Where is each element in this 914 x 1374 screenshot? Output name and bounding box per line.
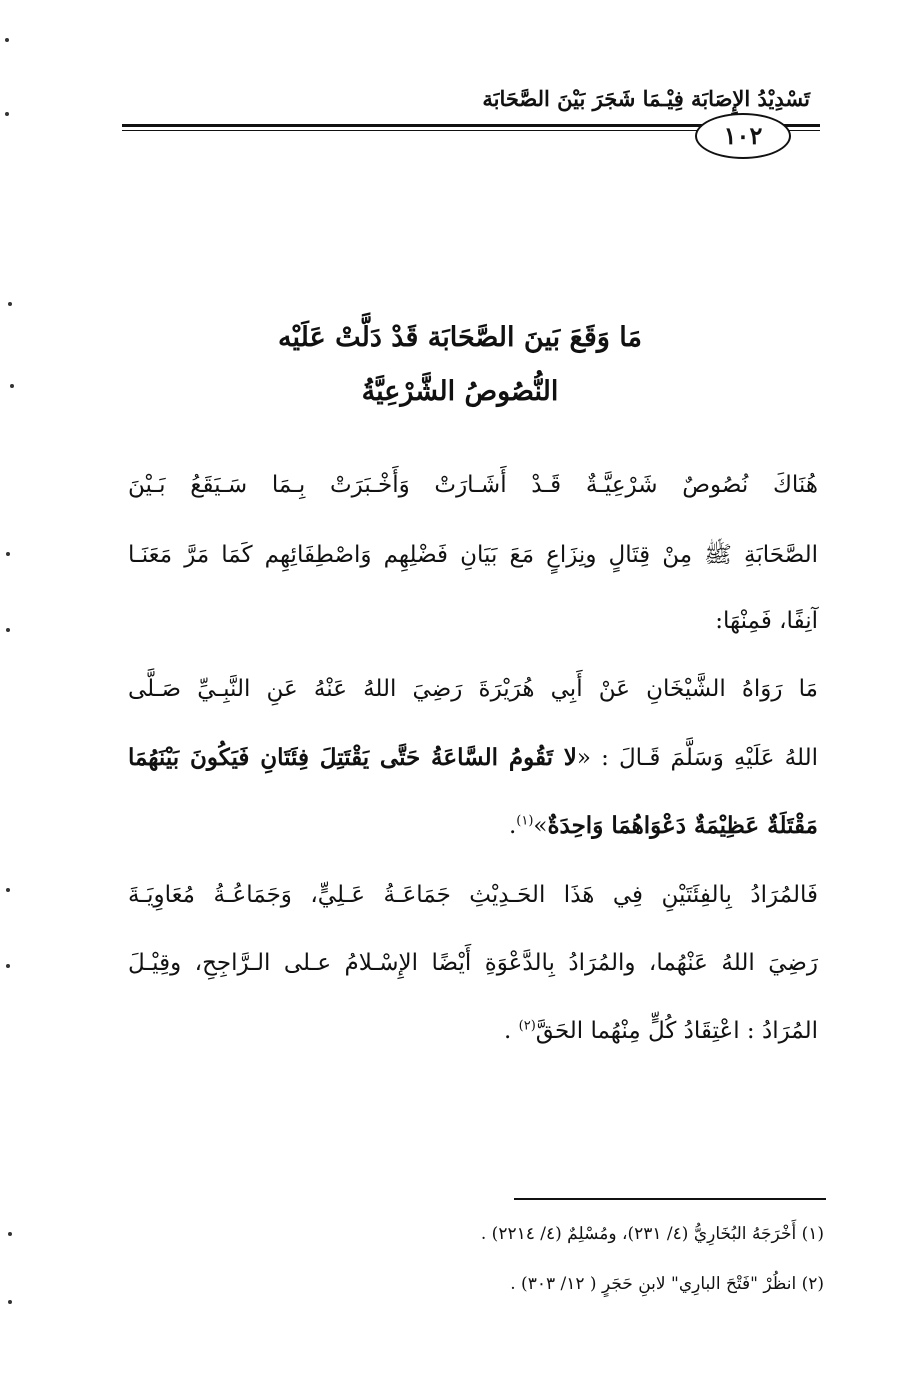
page-number: ١٠٢	[695, 113, 791, 159]
paragraph1-line2: الصَّحَابَةِ ﷺ مِنْ قِتَالٍ ونِزَاعٍ مَعَ بَيَانِ فَضْلِهِم وَاصْطِفَائِهِم كَمَا مَرَّ مَعَنَـا	[128, 542, 818, 568]
paragraph3-end: .	[504, 1018, 519, 1044]
paragraph1-line1: هُنَاكَ نُصُوصٌ شَرْعِيَّـةٌ قَـدْ أَشَـارَتْ وَأَخْـبَرَتْ بِـمَا سَـيَقَعُ بَـيْنَ	[128, 472, 818, 498]
scan-mark	[8, 1232, 12, 1236]
paragraph3-line2: رَضِيَ اللهُ عَنْهُما، والمُرَادُ بِالدَّعْوَةِ أَيْضًا الإِسْـلامُ عـلى الـرَّاجِحِ، وقِيْـلَ	[128, 950, 818, 976]
scan-mark	[6, 964, 10, 968]
hadith-text-part1: لا تَقُومُ السَّاعَةُ حَتَّى يَقْتَتِلَ فِئَتَانِ فَيَكُونَ بَيْنَهُمَا	[128, 744, 577, 771]
scan-mark	[10, 384, 14, 388]
scan-mark	[6, 888, 10, 892]
section-heading-line1: مَا وَقَعَ بَينَ الصَّحَابَة قَدْ دَلَّتْ عَلَيْه	[278, 322, 642, 353]
paragraph3-line3	[128, 1018, 818, 1044]
footnote-2: (٢) انظُرْ "فَتْحَ البارِي" لابنِ حَجَرٍ ( ١٢/ ٣٠٣) .	[510, 1274, 824, 1294]
paragraph3-line1: فَالمُرَادُ بِالفِئَتَيْنِ فِي هَذَا الحَـدِيْثِ جَمَاعَـةُ عَـلِيٍّ، وَجَمَاعُـةُ مُعَاوِيَـةَ	[128, 882, 818, 908]
footnote-separator	[514, 1198, 826, 1200]
footnote-1: (١) أَخْرَجَهُ البُخَارِيُّ (٤/ ٢٣١)، ومُسْلِمٌ (٤/ ٢٢١٤) .	[480, 1224, 824, 1244]
paragraph2-intro: اللهُ عَلَيْهِ وَسَلَّمَ قَـالَ : «	[576, 745, 818, 771]
paragraph2-end: .	[508, 813, 517, 839]
paragraph2-line3	[128, 812, 818, 839]
paragraph3-text: المُرَادُ : اعْتِقَادُ كُلٍّ مِنْهُما الحَقَّ	[535, 1018, 818, 1044]
scan-mark	[8, 1300, 12, 1304]
paragraph2-line2	[128, 744, 818, 771]
footnote-ref-1: (١)	[516, 813, 534, 829]
scan-mark	[5, 38, 9, 42]
footnote-ref-2: (٢)	[518, 1018, 536, 1034]
running-title: تَسْدِيْدُ الإِصَابَة فِيْـمَا شَجَرَ بَيْنَ الصَّحَابَة	[482, 86, 810, 111]
scan-mark	[6, 552, 10, 556]
paragraph1-line3: آنِفًا، فَمِنْهَا:	[715, 608, 818, 634]
scan-mark	[8, 302, 12, 306]
paragraph2-line1: مَا رَوَاهُ الشَّيْخَانِ عَنْ أَبِي هُرَيْرَةَ رَضِيَ اللهُ عَنْهُ عَنِ النَّبِـيِّ صَـلَّى	[128, 676, 818, 702]
scan-mark	[5, 112, 9, 116]
section-heading-line2: النُّصُوصُ الشَّرْعِيَّةُ	[361, 376, 559, 407]
scan-mark	[6, 628, 10, 632]
hadith-close-quote: »	[533, 813, 548, 839]
hadith-text-part2: مَقْتَلَةٌ عَظِيْمَةٌ دَعْوَاهُمَا وَاحِدَةٌ	[547, 812, 818, 839]
